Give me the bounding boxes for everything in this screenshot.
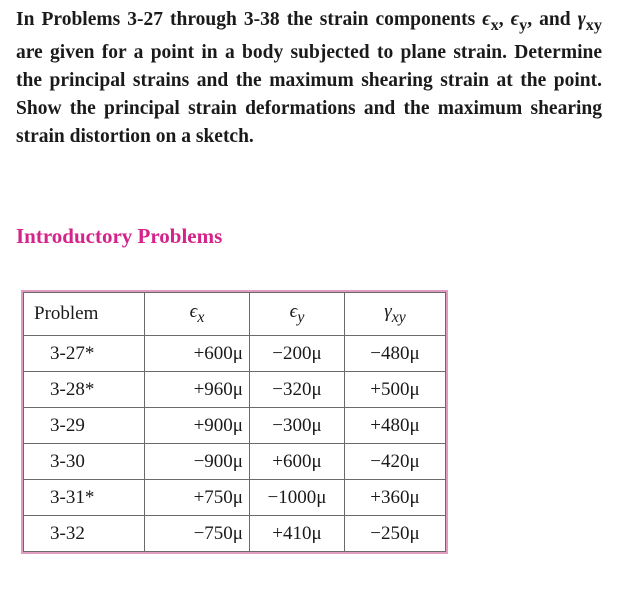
table-row [24, 336, 446, 372]
header-problem: Problem [24, 293, 145, 336]
cell-problem: 3-27* [24, 336, 145, 372]
gamma-xy-symbol: γ [577, 9, 586, 30]
cell-epsilon-y: −1000μ [250, 480, 345, 516]
header-epsilon-y-symbol: ϵ [289, 301, 298, 323]
cell-gamma-xy: +360μ [345, 480, 446, 516]
header-epsilon-x [145, 293, 250, 336]
cell-gamma-xy: −480μ [345, 336, 446, 372]
cell-problem: 3-28* [24, 372, 145, 408]
table-row [24, 516, 446, 552]
cell-epsilon-y: −200μ [250, 336, 345, 372]
epsilon-x-symbol: ϵ [482, 9, 491, 30]
intro-text-3: are given for a point in a body subjected to plane strain. Determine the principal strains and the maximum shearing strain at the point. Show the principal strain deformations and the maximum shearing strain distortion on a sketch. [16, 41, 602, 147]
cell-epsilon-y: +410μ [250, 516, 345, 552]
cell-epsilon-x: +900μ [145, 408, 250, 444]
table-header-row [24, 293, 446, 336]
epsilon-y-subscript: y [519, 15, 528, 34]
section-heading: Introductory Problems [16, 224, 223, 248]
epsilon-x-subscript: x [490, 15, 499, 34]
cell-problem: 3-31* [24, 480, 145, 516]
cell-gamma-xy: −420μ [345, 444, 446, 480]
header-gamma-xy [345, 293, 446, 336]
table-row [24, 480, 446, 516]
cell-epsilon-x: +750μ [145, 480, 250, 516]
cell-epsilon-x: −900μ [145, 444, 250, 480]
table-row [24, 372, 446, 408]
cell-epsilon-y: +600μ [250, 444, 345, 480]
cell-problem: 3-30 [24, 444, 145, 480]
cell-epsilon-x: +960μ [145, 372, 250, 408]
cell-epsilon-x: −750μ [145, 516, 250, 552]
gamma-xy-subscript: xy [585, 15, 602, 34]
intro-text-2: , and [527, 9, 578, 30]
cell-problem: 3-29 [24, 408, 145, 444]
epsilon-y-symbol: ϵ [510, 9, 520, 30]
header-epsilon-x-subscript: x [197, 308, 205, 326]
header-epsilon-x-symbol: ϵ [189, 301, 198, 323]
header-epsilon-y-subscript: y [297, 308, 305, 326]
header-epsilon-y [250, 293, 345, 336]
cell-gamma-xy: +480μ [345, 408, 446, 444]
cell-gamma-xy: +500μ [345, 372, 446, 408]
cell-epsilon-y: −300μ [250, 408, 345, 444]
cell-gamma-xy: −250μ [345, 516, 446, 552]
problem-statement [16, 6, 602, 151]
cell-problem: 3-32 [24, 516, 145, 552]
intro-text-1: In Problems 3-27 through 3-38 the strain components [16, 9, 483, 30]
cell-epsilon-x: +600μ [145, 336, 250, 372]
header-gamma-xy-symbol: γ [384, 301, 392, 323]
table-row [24, 444, 446, 480]
cell-epsilon-y: −320μ [250, 372, 345, 408]
strain-problems-table [23, 292, 446, 552]
header-gamma-xy-subscript: xy [391, 308, 406, 326]
intro-comma: , [498, 9, 511, 30]
table-row [24, 408, 446, 444]
